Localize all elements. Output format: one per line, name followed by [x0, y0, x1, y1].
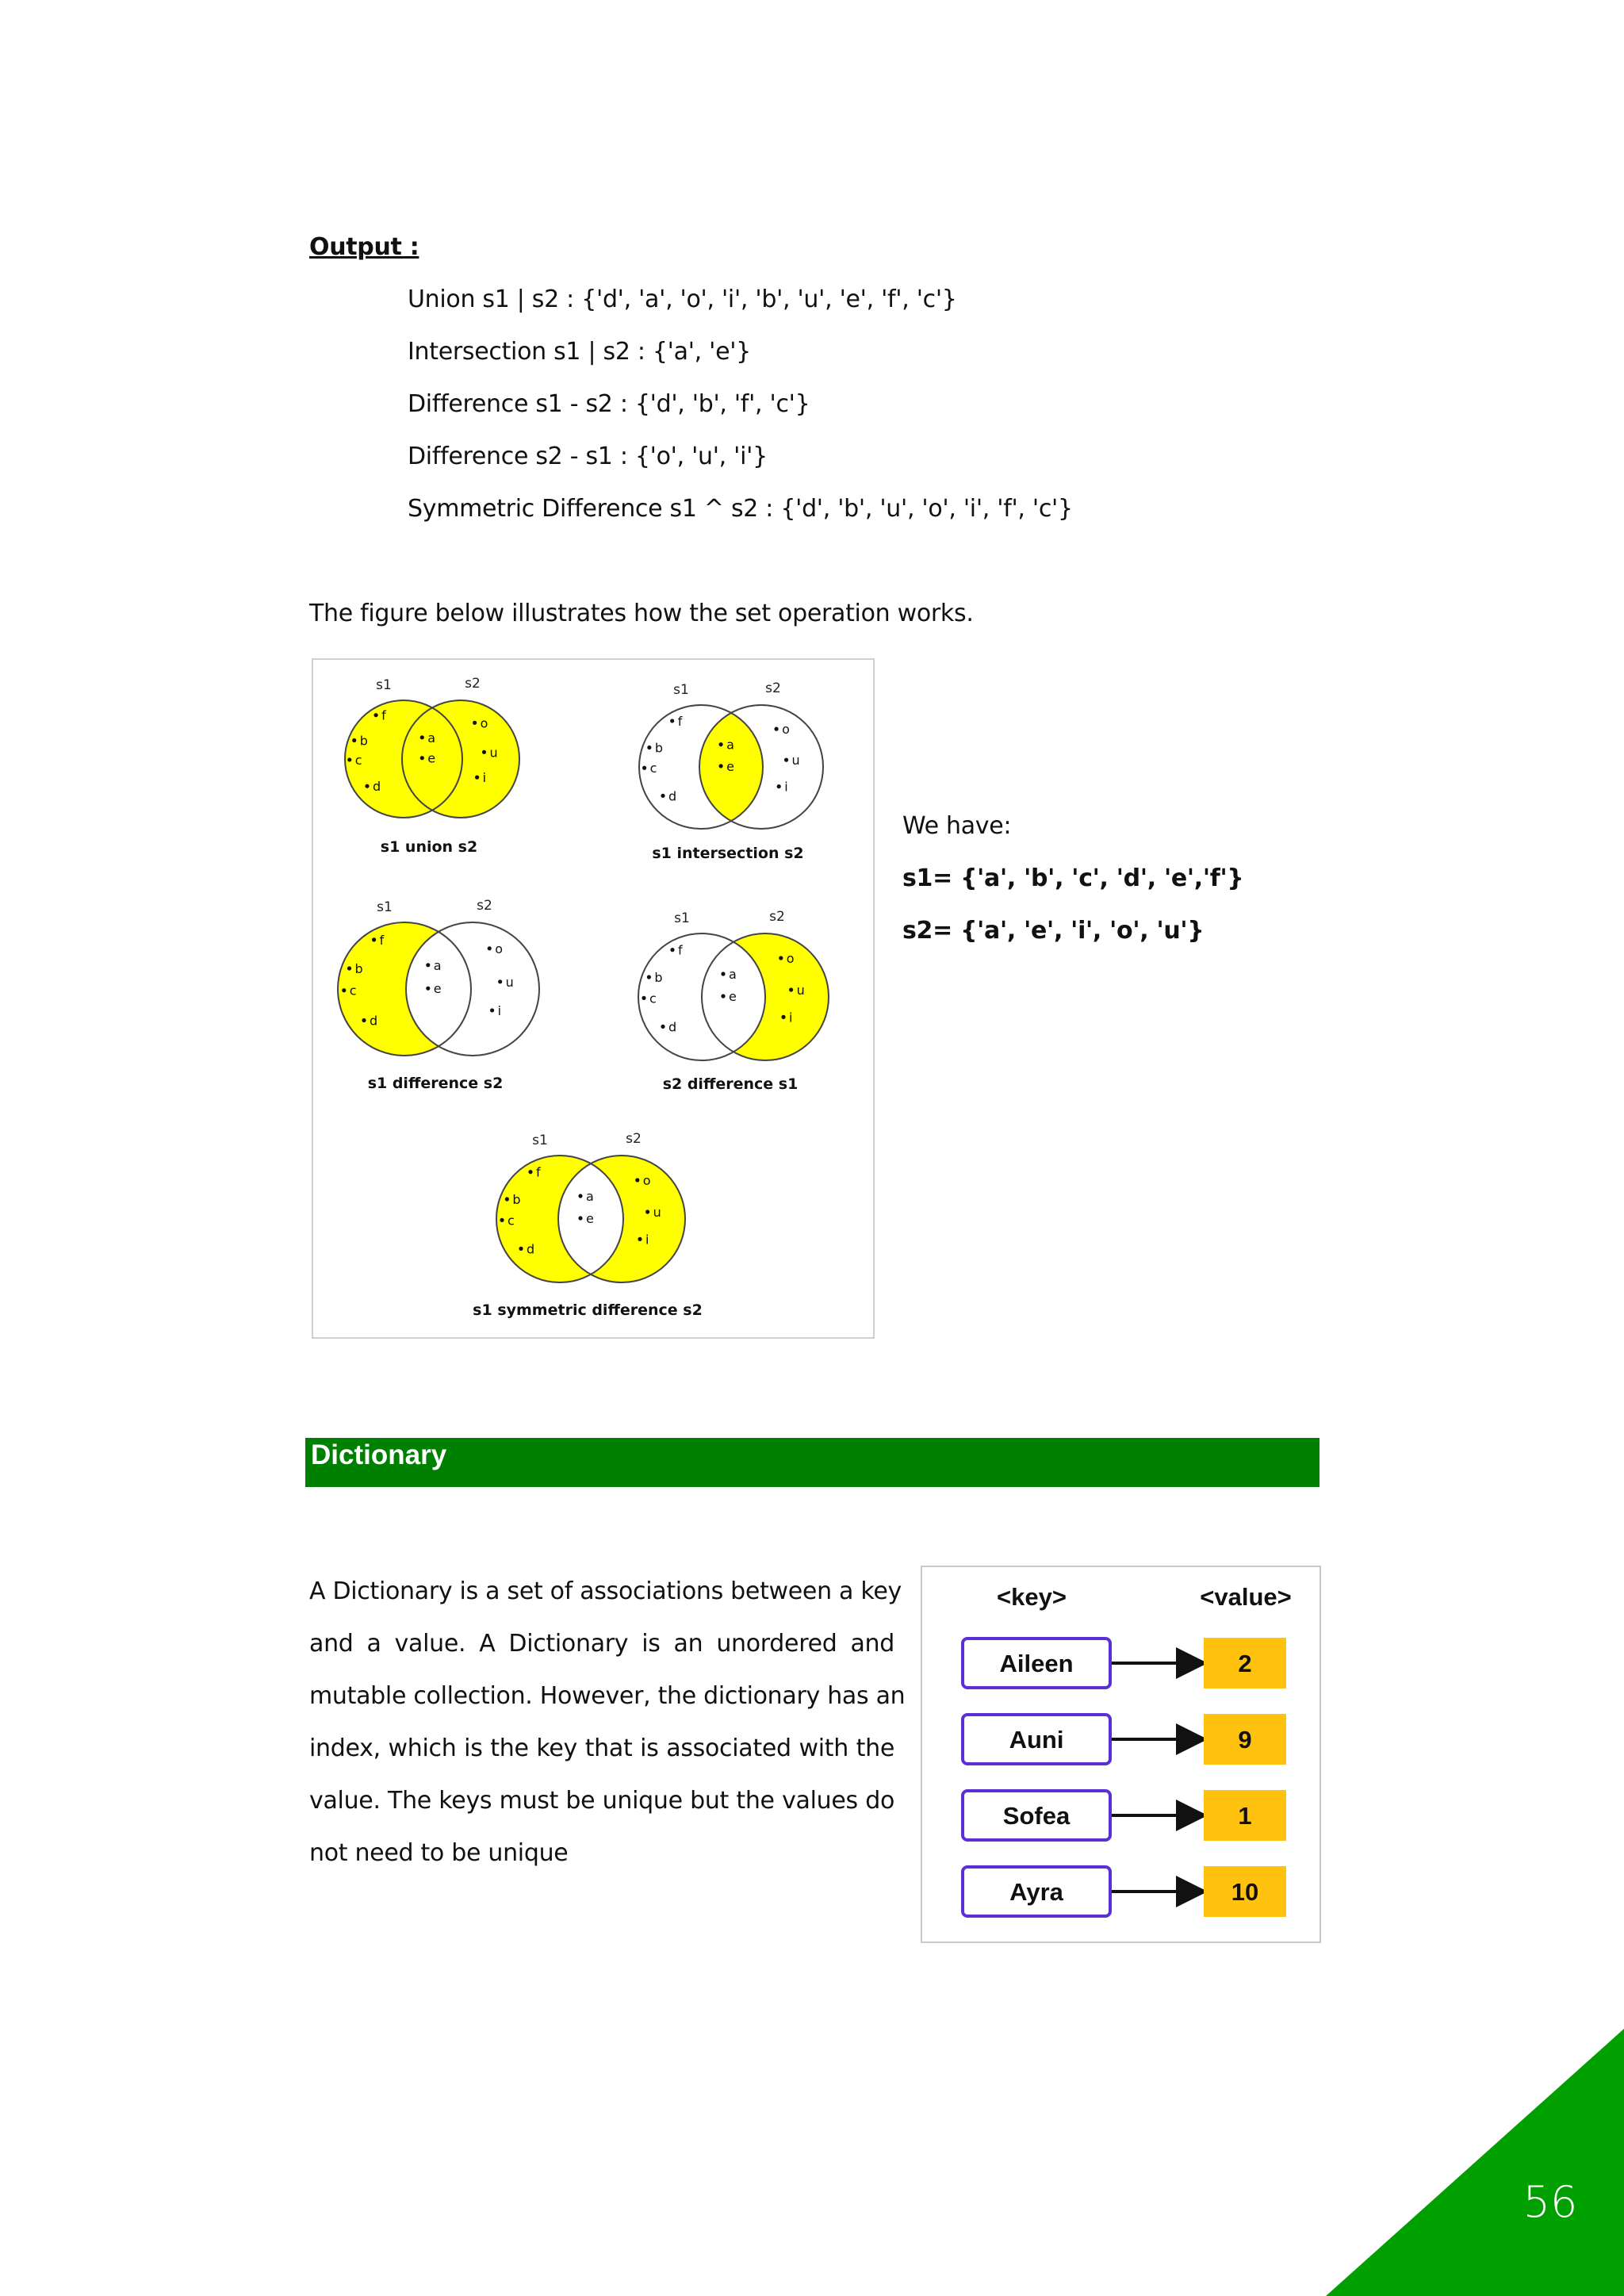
venn-element-dot — [519, 1247, 523, 1251]
venn-diagrams — [313, 660, 873, 1337]
venn-element-label: e — [427, 750, 436, 766]
venn-set-label: s2 — [477, 898, 492, 914]
venn-element-label: e — [729, 989, 737, 1004]
s2-definition: s2= {'a', 'e', 'i', 'o', 'u'} — [902, 917, 1205, 945]
venn-element-dot — [488, 946, 492, 950]
venn-element-dot — [473, 721, 477, 725]
venn-element-dot — [789, 987, 793, 991]
venn-element-label: f — [536, 1164, 541, 1180]
venn-diagram — [345, 676, 519, 856]
venn-element-label: d — [373, 779, 381, 795]
venn-element-label: a — [433, 957, 442, 973]
venn-element-label: b — [654, 740, 663, 756]
venn-figure — [312, 658, 875, 1339]
venn-element-label: i — [497, 1002, 502, 1018]
output-symmetric-line: Symmetric Difference s1 ^ s2 : {'d', 'b', 'u', 'o', 'i', 'f', 'c'} — [408, 495, 1073, 523]
venn-element-dot — [647, 975, 651, 979]
venn-element-dot — [721, 972, 725, 976]
venn-set-label: s2 — [626, 1131, 642, 1147]
venn-element-label: u — [791, 753, 800, 769]
venn-element-dot — [719, 742, 723, 746]
venn-element-label: c — [349, 983, 357, 999]
venn-element-label: i — [784, 779, 788, 795]
venn-caption: s1 symmetric difference s2 — [473, 1301, 703, 1319]
dictionary-figure — [921, 1566, 1321, 1943]
venn-element-dot — [661, 1025, 665, 1029]
value-label: 1 — [1238, 1802, 1252, 1830]
venn-element-label: a — [427, 730, 436, 746]
venn-element-label: f — [677, 713, 683, 729]
s1-definition: s1= {'a', 'b', 'c', 'd', 'e','f'} — [902, 864, 1244, 892]
key-label: Aileen — [999, 1650, 1074, 1677]
dictionary-entry — [963, 1638, 1286, 1688]
venn-element-label: u — [505, 974, 514, 990]
page-number: 56 — [1522, 2177, 1578, 2227]
venn-element-label: a — [726, 737, 734, 753]
venn-element-label: b — [354, 961, 363, 976]
venn-set-label: s2 — [765, 680, 781, 696]
venn-element-dot — [352, 738, 356, 742]
value-header: <value> — [1200, 1583, 1292, 1611]
section-header-bar — [305, 1438, 1320, 1487]
venn-element-dot — [420, 735, 424, 739]
dictionary-entry — [963, 1714, 1286, 1765]
paragraph-line: not need to be unique — [309, 1839, 569, 1867]
section-title: Dictionary — [311, 1439, 447, 1470]
venn-element-label: c — [649, 991, 657, 1006]
venn-element-dot — [635, 1178, 639, 1182]
venn-element-label: o — [480, 715, 488, 731]
venn-element-label: b — [654, 970, 663, 985]
venn-element-dot — [365, 784, 369, 788]
venn-caption: s1 difference s2 — [367, 1075, 504, 1092]
venn-element-label: e — [726, 758, 734, 774]
venn-element-label: f — [678, 942, 683, 958]
venn-element-label: e — [586, 1211, 594, 1226]
venn-element-dot — [500, 1218, 504, 1222]
venn-element-dot — [578, 1194, 582, 1198]
paragraph-line: value. The keys must be unique but the values do — [309, 1787, 894, 1815]
venn-element-label: a — [586, 1189, 594, 1204]
venn-diagram — [338, 898, 539, 1092]
venn-element-label: b — [512, 1192, 521, 1207]
venn-element-label: b — [359, 733, 368, 749]
venn-caption: s2 difference s1 — [662, 1075, 799, 1093]
paragraph-line: and a value. A Dictionary is an unordered and — [309, 1630, 894, 1658]
dictionary-entry — [963, 1790, 1286, 1841]
venn-element-dot — [362, 1018, 366, 1022]
venn-element-dot — [490, 1008, 494, 1012]
venn-element-dot — [719, 764, 723, 768]
venn-element-dot — [647, 746, 651, 749]
venn-element-dot — [784, 758, 788, 762]
venn-element-dot — [774, 727, 778, 731]
output-intersection-line: Intersection s1 | s2 : {'a', 'e'} — [408, 338, 751, 366]
venn-element-dot — [528, 1170, 532, 1174]
venn-element-dot — [721, 994, 725, 998]
venn-diagram — [473, 1131, 703, 1319]
venn-element-dot — [426, 987, 430, 991]
venn-element-label: d — [668, 1019, 677, 1035]
venn-set-label: s1 — [674, 910, 690, 926]
paragraph-line: A Dictionary is a set of associations between a key — [309, 1577, 902, 1605]
venn-caption: s1 union s2 — [380, 838, 478, 856]
venn-element-label: u — [796, 983, 805, 998]
venn-caption: s1 intersection s2 — [652, 845, 804, 862]
output-union-line: Union s1 | s2 : {'d', 'a', 'o', 'i', 'b', 'u', 'e', 'f', 'c'} — [408, 286, 957, 313]
venn-element-dot — [420, 756, 424, 760]
venn-element-label: c — [508, 1213, 515, 1228]
venn-set-label: s1 — [376, 677, 392, 693]
venn-element-dot — [642, 766, 646, 770]
venn-element-dot — [781, 1015, 785, 1019]
venn-set-label: s2 — [769, 909, 785, 925]
paragraph-line: mutable collection. However, the dictionary has an — [309, 1682, 906, 1710]
value-label: 2 — [1238, 1650, 1252, 1677]
venn-element-label: f — [381, 707, 386, 723]
venn-element-dot — [661, 794, 665, 798]
dictionary-diagram — [922, 1567, 1320, 1941]
venn-element-dot — [670, 719, 674, 723]
venn-element-dot — [505, 1197, 509, 1201]
venn-set-label: s1 — [377, 899, 393, 915]
output-difference-s1-line: Difference s1 - s2 : {'d', 'b', 'f', 'c'} — [408, 390, 810, 418]
page-corner-triangle — [1326, 2029, 1624, 2296]
venn-element-dot — [482, 750, 486, 754]
venn-set-label: s1 — [532, 1133, 548, 1148]
venn-diagram — [639, 680, 823, 862]
venn-element-label: i — [645, 1232, 649, 1248]
venn-element-dot — [779, 956, 783, 960]
output-heading: Output : — [309, 233, 419, 261]
venn-element-label: a — [729, 967, 737, 982]
venn-element-dot — [342, 988, 346, 992]
venn-element-dot — [638, 1237, 642, 1241]
value-label: 9 — [1238, 1726, 1252, 1754]
venn-element-label: o — [495, 941, 504, 956]
venn-element-dot — [475, 776, 479, 780]
output-difference-s2-line: Difference s2 - s1 : {'o', 'u', 'i'} — [408, 443, 768, 470]
venn-element-label: c — [354, 752, 362, 768]
venn-set-label: s1 — [673, 682, 689, 698]
venn-element-label: u — [653, 1205, 661, 1220]
venn-element-dot — [374, 713, 378, 717]
venn-element-label: o — [786, 951, 795, 966]
venn-element-label: i — [482, 770, 487, 786]
venn-element-dot — [642, 996, 645, 1000]
venn-diagram — [638, 909, 829, 1093]
venn-element-label: f — [379, 932, 385, 948]
venn-element-dot — [347, 757, 351, 761]
venn-set-label: s2 — [465, 676, 481, 692]
venn-element-label: i — [789, 1010, 793, 1025]
we-have-label: We have: — [902, 812, 1012, 840]
venn-element-dot — [670, 948, 674, 952]
venn-element-dot — [777, 784, 781, 788]
venn-element-dot — [498, 979, 502, 983]
dictionary-entry — [963, 1866, 1286, 1917]
venn-element-label: d — [370, 1013, 378, 1029]
venn-element-dot — [372, 937, 376, 941]
venn-element-label: u — [489, 745, 498, 761]
venn-element-label: o — [642, 1173, 651, 1188]
key-label: Sofea — [1002, 1802, 1071, 1830]
value-label: 10 — [1231, 1878, 1259, 1906]
venn-element-dot — [426, 963, 430, 967]
venn-element-dot — [645, 1209, 649, 1213]
paragraph-line: index, which is the key that is associated with the — [309, 1734, 894, 1762]
venn-element-dot — [347, 966, 351, 970]
venn-element-dot — [578, 1216, 582, 1220]
venn-element-label: d — [527, 1241, 535, 1257]
venn-element-label: d — [668, 788, 677, 804]
key-header: <key> — [997, 1583, 1067, 1611]
key-label: Auni — [1009, 1726, 1064, 1754]
figure-intro-text: The figure below illustrates how the set operation works. — [309, 600, 974, 627]
venn-element-label: c — [649, 761, 657, 776]
venn-element-label: e — [433, 981, 442, 997]
venn-element-label: o — [782, 722, 790, 738]
key-label: Ayra — [1009, 1878, 1063, 1906]
